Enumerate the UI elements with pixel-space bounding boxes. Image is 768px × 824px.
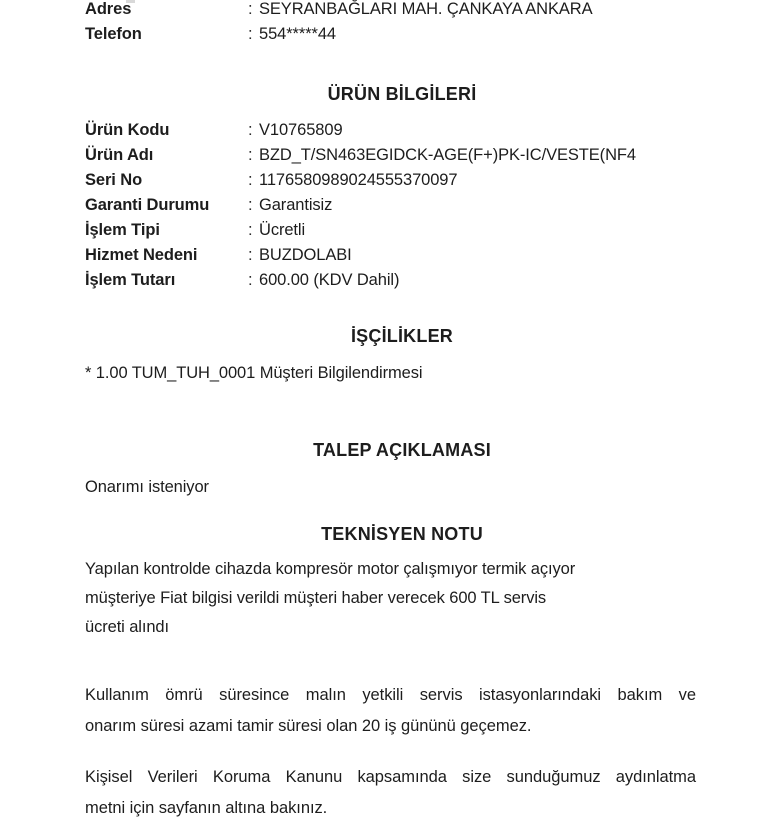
field-separator: : xyxy=(248,221,253,239)
field-row-seri-no xyxy=(85,171,768,196)
request-description-text: Onarımı isteniyor xyxy=(85,478,209,496)
field-row-telefon xyxy=(85,25,768,50)
field-label-telefon: Telefon xyxy=(85,25,142,43)
field-label-hizmet-nedeni: Hizmet Nedeni xyxy=(85,246,198,264)
section-heading-labour: İŞÇİLİKLER xyxy=(350,326,453,346)
field-separator: : xyxy=(248,146,253,164)
section-heading-technician-note: TEKNİSYEN NOTU xyxy=(321,524,483,544)
field-value-seri-no: 1176580989024555370097 xyxy=(259,171,458,189)
field-value-urun-kodu: V10765809 xyxy=(259,121,343,139)
field-row-islem-tutari xyxy=(85,271,768,296)
field-separator: : xyxy=(248,0,253,18)
customer-info-block xyxy=(0,0,768,50)
legal-notice-kvkk xyxy=(0,762,768,824)
field-value-urun-adi: BZD_T/SN463EGIDCK-AGE(F+)PK-IC/VESTE(NF4 xyxy=(259,146,636,164)
field-label-islem-tipi: İşlem Tipi xyxy=(85,221,160,239)
labour-line-item: * 1.00 TUM_TUH_0001 Müşteri Bilgilendirmesi xyxy=(85,364,423,382)
technician-note-text xyxy=(0,555,768,642)
field-row-adres xyxy=(85,0,768,25)
field-separator: : xyxy=(248,171,253,189)
product-info-block xyxy=(0,121,768,296)
field-separator: : xyxy=(248,246,253,264)
field-label-adres: Adres xyxy=(85,0,132,18)
field-row-islem-tipi xyxy=(85,221,768,246)
field-value-garanti-durumu: Garantisiz xyxy=(259,196,333,214)
field-value-islem-tipi: Ücretli xyxy=(259,221,306,239)
field-value-adres: SEYRANBAĞLARI MAH. ÇANKAYA ANKARA xyxy=(259,0,593,18)
technician-note-line: Yapılan kontrolde cihazda kompresör motor çalışmıyor termik açıyor xyxy=(85,560,576,578)
legal-notice-line: onarım süresi azami tamir süresi olan 20 iş gününü geçemez. xyxy=(85,717,532,735)
field-row-urun-kodu xyxy=(85,121,768,146)
field-row-hizmet-nedeni xyxy=(85,246,768,271)
field-label-urun-adi: Ürün Adı xyxy=(85,146,154,164)
legal-notice-line: Kişisel Verileri Koruma Kanunu kapsamında size sunduğumuz aydınlatma xyxy=(85,768,696,786)
field-label-seri-no: Seri No xyxy=(85,171,143,189)
field-row-urun-adi xyxy=(85,146,768,171)
legal-notice-line: metni için sayfanın altına bakınız. xyxy=(85,799,328,817)
field-label-garanti-durumu: Garanti Durumu xyxy=(85,196,210,214)
field-value-hizmet-nedeni: BUZDOLABI xyxy=(259,246,352,264)
technician-note-line: müşteriye Fiat bilgisi verildi müşteri haber verecek 600 TL servis xyxy=(85,589,547,607)
field-value-telefon: 554*****44 xyxy=(259,25,336,43)
field-separator: : xyxy=(248,25,253,43)
field-separator: : xyxy=(248,196,253,214)
field-value-islem-tutari: 600.00 (KDV Dahil) xyxy=(259,271,400,289)
field-label-urun-kodu: Ürün Kodu xyxy=(85,121,170,139)
legal-notice-line: Kullanım ömrü süresince malın yetkili servis istasyonlarındaki bakım ve xyxy=(85,686,696,704)
legal-notice-service-duration xyxy=(0,680,768,742)
field-separator: : xyxy=(248,271,253,289)
field-separator: : xyxy=(248,121,253,139)
field-label-islem-tutari: İşlem Tutarı xyxy=(85,271,176,289)
section-heading-product-info: ÜRÜN BİLGİLERİ xyxy=(327,84,477,104)
field-row-garanti-durumu xyxy=(85,196,768,221)
technician-note-line: ücreti alındı xyxy=(85,618,169,636)
section-heading-request: TALEP AÇIKLAMASI xyxy=(313,440,491,460)
